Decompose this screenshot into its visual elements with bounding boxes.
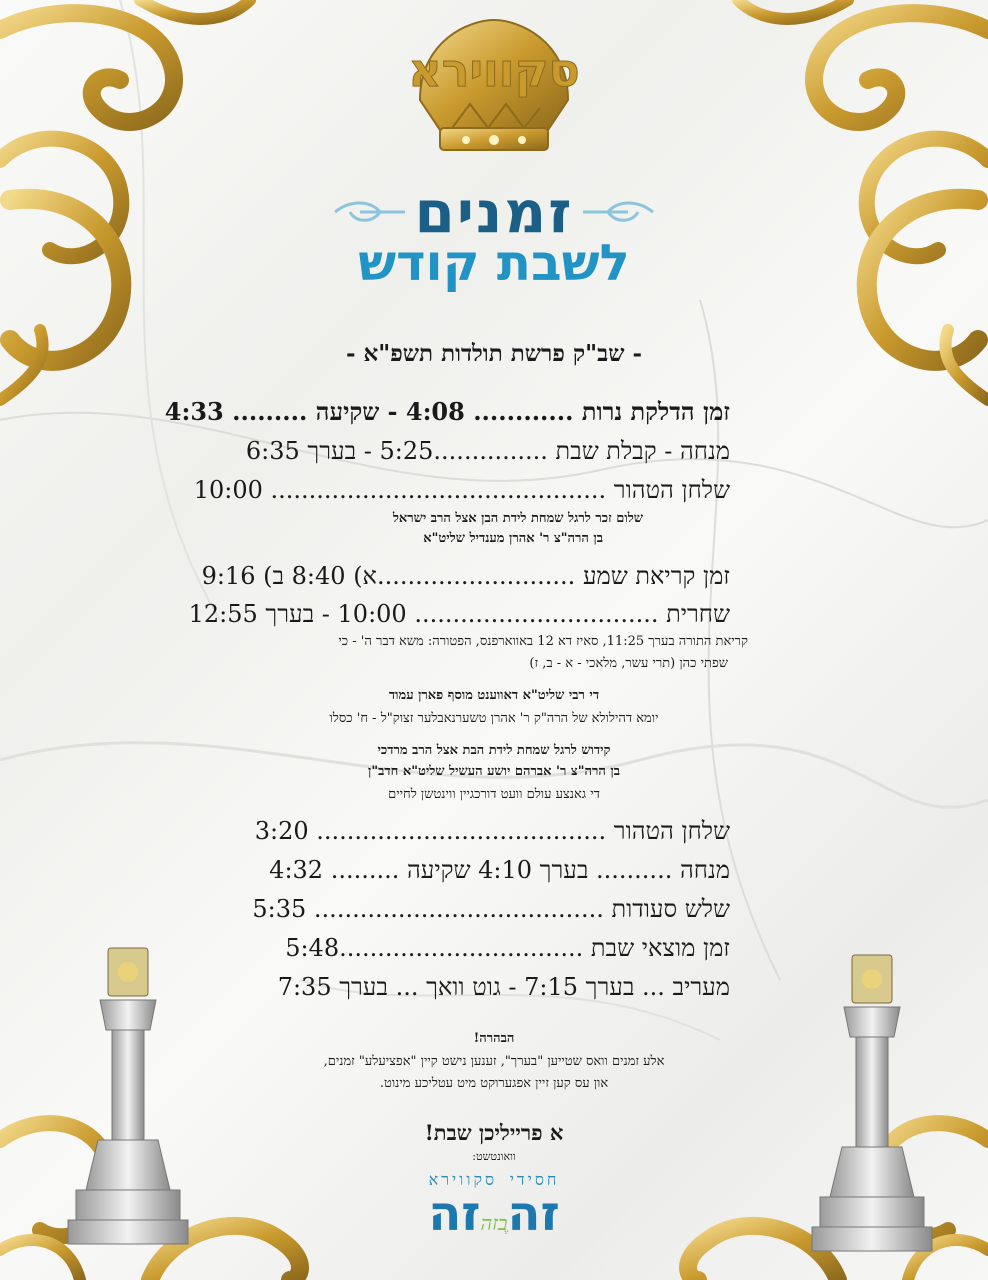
shalom-zachor-line1: שלום זכר לרגל שמחת לידת הבן אצל הרב ישראל [392,511,643,526]
kriah-note-line2: שפתי כהן (תרי עשר, מלאכי - א - ב, ז) [529,656,728,671]
tish-day-row: שלחן הטהור ...................................... 3:20 [254,817,730,845]
kiddush-line1: קידוש לרגל שמחת לידת הבת אצל הרב מרדכי [377,743,611,758]
kriah-note-line1: קריאת התורה בערך 11:25, סאיז דא 12 באווארפנס, הפטורה: משא דבר ה' - כי [338,634,748,649]
krias-shema-row: זמן קריאת שמע ..........................א) 8:40 ב) 9:16 [201,562,730,590]
crown-text: סקווירא [408,43,580,97]
mincha-kabbalas-row: מנחה - קבלת שבת ...............5:25 - בערך 6:35 [245,437,730,465]
wishes-label: וואונטשט: [472,1150,516,1163]
mincha-day-row: מנחה .......... בערך 4:10 שקיעה ......... 4:32 [269,856,730,884]
greeting: א פרייליכן שבת! [424,1120,564,1145]
kiddush-line2: בן הרה"צ ר' אברהם יושע העשיל שליט"א חדב"ן [368,764,620,779]
title-line2: לשבת קודש [358,234,630,292]
disclaimer-heading: הבהרה! [473,1031,515,1046]
rebbe-musaf-note: די רבי שליט"א דאווענט מוסף פארן עמוד [388,688,600,703]
logo [0,1186,988,1242]
kiddush-line3: די גאנצע עולם וועט דורכגיין ווינטשן לחיים [388,787,600,802]
shachris-row: שחרית ................................ 10:00 - בערך 12:55 [188,600,730,628]
logo-small-text: חסידי סקווירא [428,1170,560,1189]
candle-lighting-row: זמן הדלקת נרות ............ 4:08 - שקיעה ......... 4:33 [164,397,730,426]
yahrzeit-note: יומא דהילולא של הרה"ק ר' אהרן טשערנאבלער זצוק"ל - ח' כסלו [329,711,659,726]
tish-night-row: שלחן הטהור ............................................ 10:00 [193,476,730,504]
disclaimer-line2: און עס קען זיין אפגערוקט מיט עטליכע מינוט. [379,1076,609,1091]
shalosh-seudos-row: שלש סעודות ...................................... 5:35 [252,895,730,923]
logo-main-right: זה [507,1186,560,1242]
title-line1: זמנים [414,178,574,246]
disclaimer-line1: אלע זמנים וואס שטייען "בערך", זענען נישט קיין "אפציעלע" זמנים, [323,1054,665,1069]
logo-main-mid: ֶבזה [480,1211,508,1235]
maariv-row: מעריב ... בערך 7:15 - גוט וואך ... בערך 7:35 [277,973,730,1001]
logo-main-left: זה [428,1186,481,1242]
shalom-zachor-line2: בן הרה"צ ר' אהרן מענדיל שליט"א [423,531,603,546]
parsha-heading: - שב"ק פרשת תולדות תשפ"א - [345,340,643,367]
motzei-shabbos-row: זמן מוצאי שבת ................................5:48 [285,934,730,962]
